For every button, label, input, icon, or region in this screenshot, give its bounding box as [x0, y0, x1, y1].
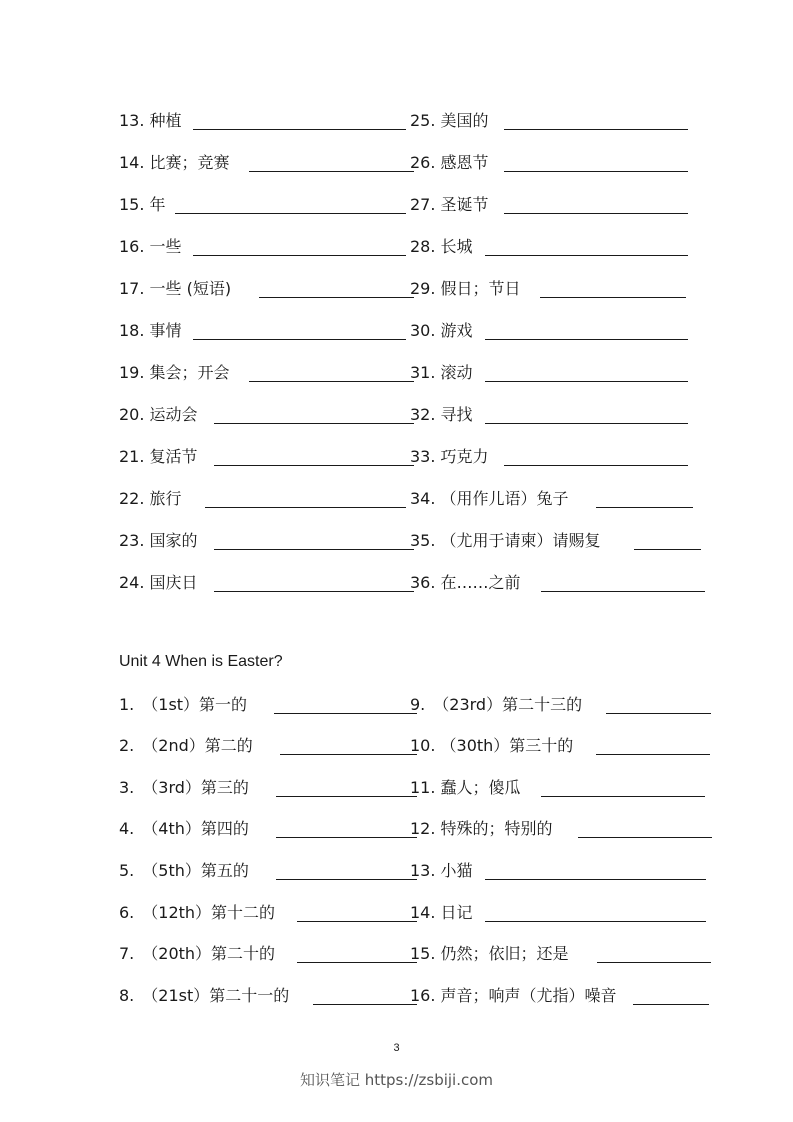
item-label: 24. 国庆日 — [119, 573, 198, 592]
item-label: 18. 事情 — [119, 321, 182, 340]
item-label: 15. 年 — [119, 195, 166, 214]
item-label: 21. 复活节 — [119, 447, 198, 466]
item-label: 15. 仍然；依旧；还是 — [410, 944, 569, 963]
item-label: 2. （2nd）第二的 — [119, 736, 253, 755]
item-label: 10. （30th）第三十的 — [410, 736, 574, 755]
answer-blank[interactable] — [214, 549, 414, 550]
answer-blank[interactable] — [504, 129, 688, 130]
answer-blank[interactable] — [634, 549, 701, 550]
item-label: 14. 比赛；竞赛 — [119, 153, 230, 172]
item-label: 17. 一些 (短语) — [119, 279, 232, 298]
item-label: 31. 滚动 — [410, 363, 473, 382]
item-label: 6. （12th）第十二的 — [119, 903, 276, 922]
answer-blank[interactable] — [485, 255, 688, 256]
answer-blank[interactable] — [541, 591, 705, 592]
answer-blank[interactable] — [280, 754, 417, 755]
item-label: 28. 长城 — [410, 237, 473, 256]
answer-blank[interactable] — [541, 796, 705, 797]
item-label: 4. （4th）第四的 — [119, 819, 249, 838]
item-label: 13. 小猫 — [410, 861, 473, 880]
answer-blank[interactable] — [297, 921, 417, 922]
answer-blank[interactable] — [485, 921, 706, 922]
item-label: 25. 美国的 — [410, 111, 489, 130]
item-label: 8. （21st）第二十一的 — [119, 986, 290, 1005]
item-label: 32. 寻找 — [410, 405, 473, 424]
page-number: 3 — [393, 1042, 400, 1054]
item-label: 33. 巧克力 — [410, 447, 489, 466]
answer-blank[interactable] — [313, 1004, 417, 1005]
item-label: 16. 一些 — [119, 237, 182, 256]
answer-blank[interactable] — [214, 423, 414, 424]
answer-blank[interactable] — [485, 339, 688, 340]
item-label: 36. 在……之前 — [410, 573, 521, 592]
answer-blank[interactable] — [596, 507, 693, 508]
item-label: 34. （用作儿语）兔子 — [410, 489, 569, 508]
item-label: 3. （3rd）第三的 — [119, 778, 249, 797]
answer-blank[interactable] — [193, 339, 406, 340]
answer-blank[interactable] — [633, 1004, 709, 1005]
answer-blank[interactable] — [504, 171, 688, 172]
answer-blank[interactable] — [276, 879, 417, 880]
answer-blank[interactable] — [214, 591, 414, 592]
item-label: 5. （5th）第五的 — [119, 861, 249, 880]
item-label: 16. 声音；响声（尤指）噪音 — [410, 986, 617, 1005]
answer-blank[interactable] — [193, 255, 406, 256]
item-label: 13. 种植 — [119, 111, 182, 130]
item-label: 12. 特殊的；特别的 — [410, 819, 553, 838]
answer-blank[interactable] — [606, 713, 711, 714]
item-label: 1. （1st）第一的 — [119, 695, 248, 714]
answer-blank[interactable] — [175, 213, 406, 214]
answer-blank[interactable] — [578, 837, 712, 838]
answer-blank[interactable] — [276, 796, 417, 797]
answer-blank[interactable] — [249, 381, 414, 382]
answer-blank[interactable] — [214, 465, 414, 466]
watermark: 知识笔记 https://zsbiji.com — [299, 1071, 494, 1089]
answer-blank[interactable] — [596, 754, 710, 755]
item-label: 30. 游戏 — [410, 321, 473, 340]
answer-blank[interactable] — [274, 713, 417, 714]
item-label: 9. （23rd）第二十三的 — [410, 695, 583, 714]
item-label: 22. 旅行 — [119, 489, 182, 508]
item-label: 26. 感恩节 — [410, 153, 489, 172]
answer-blank[interactable] — [540, 297, 686, 298]
item-label: 29. 假日；节日 — [410, 279, 521, 298]
item-label: 23. 国家的 — [119, 531, 198, 550]
item-label: 27. 圣诞节 — [410, 195, 489, 214]
answer-blank[interactable] — [205, 507, 406, 508]
section-title: Unit 4 When is Easter? — [119, 653, 283, 670]
answer-blank[interactable] — [193, 129, 406, 130]
item-label: 7. （20th）第二十的 — [119, 944, 276, 963]
answer-blank[interactable] — [504, 213, 688, 214]
answer-blank[interactable] — [259, 297, 414, 298]
answer-blank[interactable] — [297, 962, 417, 963]
answer-blank[interactable] — [485, 381, 688, 382]
item-label: 11. 蠢人；傻瓜 — [410, 778, 521, 797]
answer-blank[interactable] — [597, 962, 711, 963]
answer-blank[interactable] — [249, 171, 414, 172]
item-label: 14. 日记 — [410, 903, 473, 922]
answer-blank[interactable] — [276, 837, 417, 838]
answer-blank[interactable] — [504, 465, 688, 466]
answer-blank[interactable] — [485, 423, 688, 424]
item-label: 19. 集会；开会 — [119, 363, 230, 382]
item-label: 35. （尤用于请柬）请赐复 — [410, 531, 601, 550]
answer-blank[interactable] — [485, 879, 706, 880]
item-label: 20. 运动会 — [119, 405, 198, 424]
